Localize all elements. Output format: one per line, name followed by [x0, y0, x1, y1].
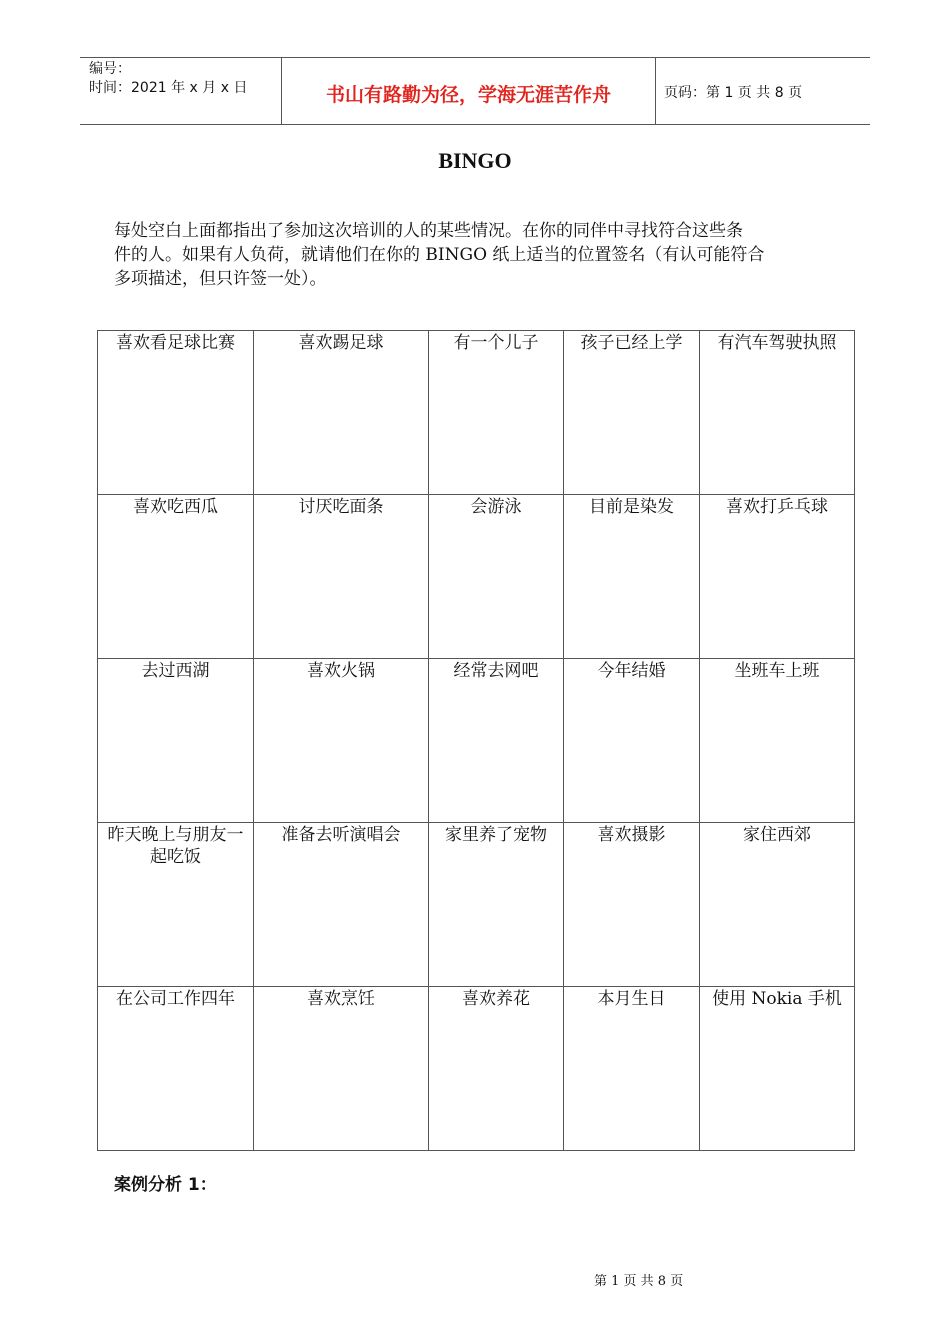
- bingo-cell[interactable]: [98, 659, 254, 823]
- bingo-grid: [97, 330, 855, 1151]
- bingo-cell-label: 喜欢烹饪: [307, 989, 375, 1009]
- bingo-cell[interactable]: [98, 823, 254, 987]
- section-heading: 案例分析 1：: [114, 1175, 217, 1195]
- bingo-cell[interactable]: [700, 659, 855, 823]
- bingo-cell-label: 喜欢看足球比赛: [116, 333, 235, 353]
- bingo-cell[interactable]: [700, 987, 855, 1151]
- bingo-cell-label: 使用 Nokia 手机: [712, 989, 842, 1009]
- header-meta: [89, 60, 247, 98]
- bingo-cell-label: 会游泳: [470, 497, 522, 517]
- bingo-cell-label: 有一个儿子: [453, 333, 539, 353]
- header-rule-bottom: [80, 124, 870, 125]
- bingo-cell[interactable]: [429, 823, 564, 987]
- bingo-cell-label: 孩子已经上学: [580, 333, 683, 353]
- bingo-cell-label: 喜欢踢足球: [298, 333, 384, 353]
- bingo-cell-label: 讨厌吃面条: [298, 497, 384, 517]
- bingo-cell-label: 家住西郊: [743, 825, 811, 845]
- bingo-cell-label: 有汽车驾驶执照: [717, 333, 837, 353]
- bingo-cell[interactable]: [254, 987, 429, 1151]
- bingo-cell[interactable]: [429, 659, 564, 823]
- bingo-cell-label: 目前是染发: [589, 497, 674, 517]
- bingo-row: [98, 823, 855, 987]
- bingo-cell[interactable]: [564, 823, 700, 987]
- bingo-cell-label: 喜欢打乒乓球: [726, 497, 828, 517]
- bingo-cell[interactable]: [254, 823, 429, 987]
- bingo-cell[interactable]: [98, 495, 254, 659]
- bingo-cell[interactable]: [429, 987, 564, 1151]
- document-title: BINGO: [438, 148, 512, 173]
- page-footer: 第 1 页 共 8 页: [594, 1274, 684, 1289]
- header-page-info: 页码：第 1 页 共 8 页: [664, 85, 803, 101]
- bingo-cell[interactable]: [700, 495, 855, 659]
- bingo-cell[interactable]: [564, 987, 700, 1151]
- bingo-cell[interactable]: [254, 331, 429, 495]
- bingo-cell-label: 喜欢养花: [462, 989, 530, 1009]
- intro-line: 多项描述，但只许签一处）。: [114, 269, 327, 289]
- bingo-cell-label: 喜欢摄影: [597, 825, 666, 845]
- bingo-cell[interactable]: [700, 823, 855, 987]
- bingo-cell[interactable]: [254, 495, 429, 659]
- bingo-row: [98, 987, 855, 1151]
- bingo-cell[interactable]: [564, 495, 700, 659]
- intro-paragraph: [114, 219, 842, 291]
- bingo-cell[interactable]: [564, 659, 700, 823]
- header-motto: 书山有路勤为径，学海无涯苦作舟: [325, 84, 611, 106]
- bingo-cell[interactable]: [429, 331, 564, 495]
- bingo-cell-label: 喜欢吃西瓜: [133, 497, 218, 517]
- header-rule-top: [80, 57, 870, 58]
- header-number-label: 编号：: [89, 61, 131, 77]
- bingo-cell[interactable]: [429, 495, 564, 659]
- bingo-cell-label: 去过西湖: [141, 661, 210, 681]
- intro-line: 每处空白上面都指出了参加这次培训的人的某些情况。在你的同伴中寻找符合这些条: [114, 221, 743, 241]
- bingo-cell[interactable]: [564, 331, 700, 495]
- bingo-cell-label: 本月生日: [597, 989, 666, 1009]
- bingo-cell-label: 家里养了宠物: [445, 825, 547, 845]
- bingo-cell-label: 经常去网吧: [453, 661, 539, 681]
- intro-line: 件的人。如果有人负荷，就请他们在你的 BINGO 纸上适当的位置签名（有认可能符合: [114, 245, 765, 265]
- bingo-cell-label: 喜欢火锅: [307, 661, 375, 681]
- bingo-cell-label: 昨天晚上与朋友一起吃饭: [107, 825, 244, 867]
- bingo-row: [98, 495, 855, 659]
- bingo-row: [98, 659, 855, 823]
- bingo-cell[interactable]: [254, 659, 429, 823]
- bingo-cell-label: 坐班车上班: [734, 661, 820, 681]
- bingo-cell[interactable]: [700, 331, 855, 495]
- header-date-label: 时间：2021 年 x 月 x 日: [89, 80, 248, 96]
- header-divider-right: [655, 57, 656, 124]
- bingo-row: [98, 331, 855, 495]
- bingo-cell[interactable]: [98, 331, 254, 495]
- bingo-cell-label: 在公司工作四年: [116, 989, 235, 1009]
- bingo-cell[interactable]: [98, 987, 254, 1151]
- bingo-cell-label: 今年结婚: [597, 661, 666, 681]
- bingo-cell-label: 准备去听演唱会: [281, 825, 401, 845]
